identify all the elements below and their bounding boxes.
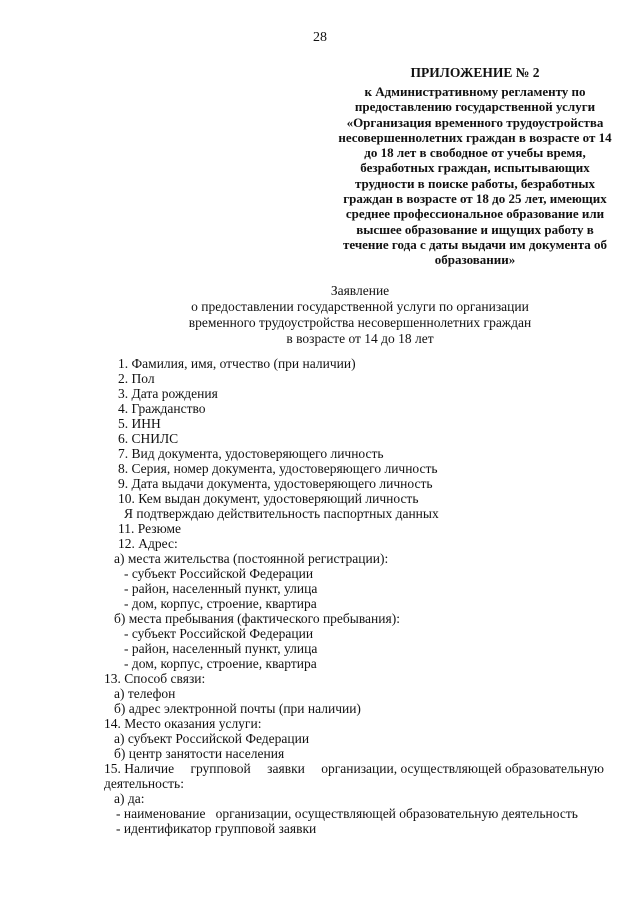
appendix-caption-line: безработных граждан, испытывающих [360,160,590,176]
appendix-caption [330,84,620,268]
appendix-caption-line: образовании» [434,252,516,268]
form-line: 13. Способ связи: [104,671,206,686]
appendix-caption-line: предоставлению государственной услуги [354,99,596,115]
item15-word: заявки [267,761,305,776]
appendix-caption-line: среднее профессиональное образование или [345,206,605,222]
form-line: 11. Резюме [118,521,182,536]
form-line: 9. Дата выдачи документа, удостоверяющего личность [118,476,433,491]
form-line: а) субъект Российской Федерации [114,731,310,746]
form-line: 6. СНИЛС [118,431,179,446]
application-subtitle-line: о предоставлении государственной услуги по организации [191,299,529,314]
appendix-caption-line: несовершеннолетних граждан в возрасте от 14 [338,129,612,145]
appendix-title: ПРИЛОЖЕНИЕ № 2 [410,65,540,80]
form-line: 1. Фамилия, имя, отчество (при наличии) [118,356,356,371]
form-line: - субъект Российской Федерации [124,626,314,641]
form-line: 4. Гражданство [118,401,206,416]
application-title: Заявление [330,283,390,298]
form-line: - дом, корпус, строение, квартира [124,596,317,611]
application-subtitle [60,299,640,346]
form-line: 12. Адрес: [118,536,178,551]
form-line: а) телефон [114,686,176,701]
appendix-caption-line: трудности в поиске работы, безработных [354,175,596,191]
application-subtitle-line: временного трудоустройства несовершеннолетних граждан [188,314,532,330]
appendix-caption-line: до 18 лет в свободное от учебы время, [364,145,586,161]
form-line: 10. Кем выдан документ, удостоверяющий личность [118,491,419,506]
form-line: - дом, корпус, строение, квартира [124,656,317,671]
appendix-caption-line: к Административному регламенту по [364,84,586,99]
form-line: б) адрес электронной почты (при наличии) [114,701,361,716]
form-line: Я подтверждаю действительность паспортных данных [124,506,439,521]
form-line: 2. Пол [118,371,155,386]
form-line: 3. Дата рождения [118,386,218,401]
form-line: 8. Серия, номер документа, удостоверяющего личность [118,461,438,476]
appendix-caption-line: граждан в возрасте от 18 до 25 лет, имеющих [343,191,607,207]
item15-continuation: деятельность: [104,776,184,791]
form-line: - район, населенный пункт, улица [124,581,318,596]
item15-word: организации, осуществляющей образовательную [321,761,604,776]
form-line: 7. Вид документа, удостоверяющего личность [118,446,384,461]
appendix-caption-line: течение года с даты выдачи им документа об [342,236,608,252]
item15-bullet: - идентификатор групповой заявки [116,821,317,836]
form-line: а) места жительства (постоянной регистрации): [114,551,389,566]
page-number: 28 [313,30,327,45]
appendix-caption-line: «Организация временного трудоустройства [346,114,604,130]
item15-bullet: - наименование организации, осуществляющей образовательную деятельность [116,806,578,821]
item15-word: 15. Наличие [104,761,175,776]
form-line: 5. ИНН [118,416,161,431]
appendix-caption-line: высшее образование и ищущих работу в [356,221,594,237]
item15-word: групповой [190,761,251,776]
form-line: - субъект Российской Федерации [124,566,314,581]
form-line: - район, населенный пункт, улица [124,641,318,656]
item15-line [104,761,604,776]
application-subtitle-line: в возрасте от 14 до 18 лет [286,330,434,346]
form-line: 14. Место оказания услуги: [104,716,262,731]
form-line: б) места пребывания (фактического пребывания): [114,611,400,626]
item15-sub-a: а) да: [114,791,145,806]
form-line: б) центр занятости населения [114,746,285,761]
